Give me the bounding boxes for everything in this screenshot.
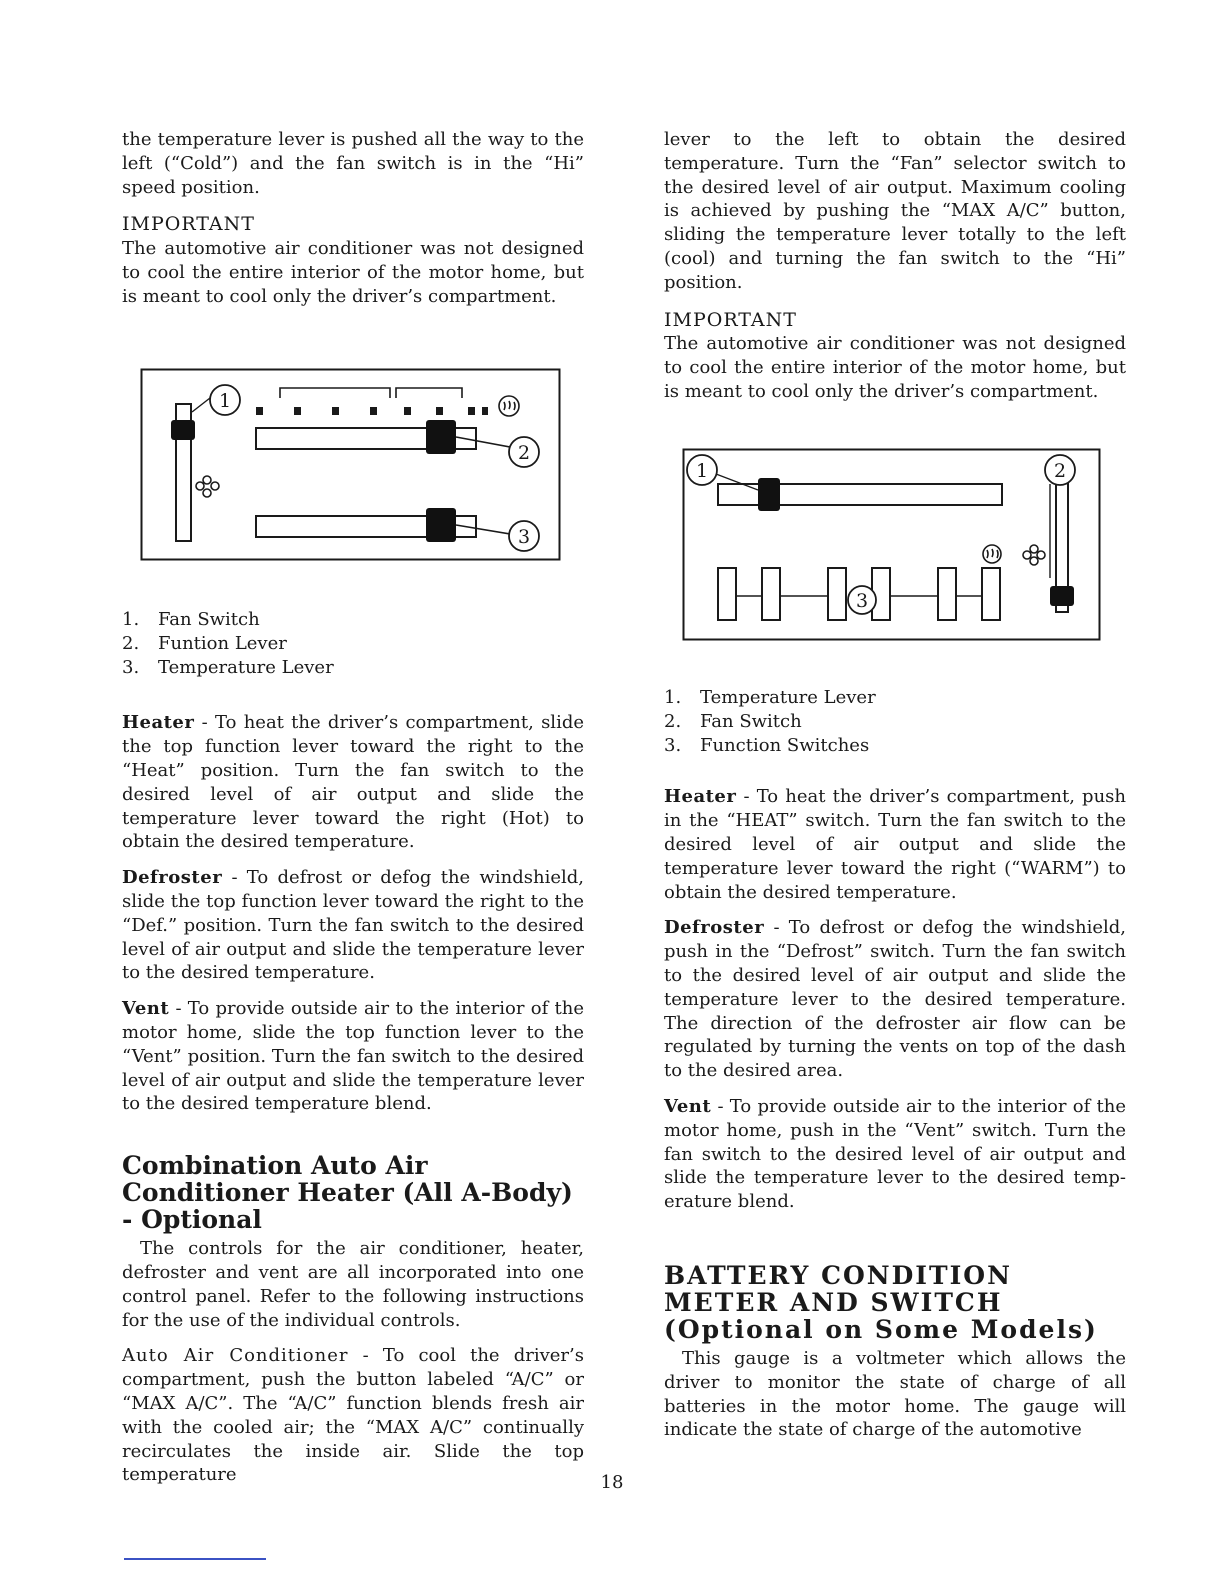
right-defroster-paragraph: Defroster - To defrost or defog the windshield, push in the “Defrost” switch. Turn the fan switch to the desired level of air output and slide the temperature lever to the desired temperature. The direction of the defroster air flow can be regulated by turning the vents on top of the dash to the desired area. [664,917,1126,1082]
left-lower-column [122,608,584,1487]
left-callout-2: 2 [517,442,531,464]
left-callout-3: 3 [517,526,531,548]
left-callout-1: 1 [218,390,232,412]
defrost-icon [983,545,1001,563]
left-important-heading: IMPORTANT [122,213,255,236]
right-section-title: BATTERY CONDITION METER AND SWITCH (Optional on Some Models) [664,1260,1098,1344]
footer-rule [124,1558,266,1560]
position-marks [256,407,488,415]
left-section-title: Combination Auto Air Conditioner Heater (All A-Body) - Optional [122,1151,573,1235]
left-heater-paragraph: Heater - To heat the driver’s compartment, slide the top function lever toward the right to the “Heat” position. Turn the fan switch to the desired level of air output and slide the temperature lever toward the right (Hot) to obtain the desired temperature. [122,712,584,853]
left-auto-ac-paragraph: Auto Air Conditioner - To cool the driver’s compartment, push the button labeled “A/C” or “MAX A/C”. The “A/C” function blends fresh air with the cooled air; the “MAX A/C” continually recirculates the inside air. Slide the top temperature [122,1345,584,1486]
left-intro-paragraph: the temperature lever is pushed all the way to the left (“Cold”) and the fan switch is in the “Hi” speed position. [122,129,584,198]
right-control-panel-diagram [682,448,1102,642]
left-section-intro: The controls for the air conditioner, heater, defroster and vent are all incorporated into one control panel. Refer to the following instructions for the use of the individual controls. [122,1238,584,1331]
page-number: 18 [600,1472,624,1493]
right-callout-1: 1 [695,460,709,482]
right-important-heading: IMPORTANT [664,308,797,331]
right-column [664,128,1126,404]
fan-icon [196,476,219,497]
right-lower-column [664,686,1126,1442]
legend-item: 3. Temperature Lever [122,656,334,678]
left-defroster-paragraph: Defroster - To defrost or defog the windshield, slide the top function lever toward the right to the “Def.” position. Turn the fan switch to the desired level of air output and slide the temperature lever to the desired temperature. [122,867,584,984]
right-heater-paragraph: Heater - To heat the driver’s compartment, push in the “HEAT” switch. Turn the fan switch to the desired level of air output and slide the temperature lever toward the right (“WARM”) to obtain the desired temperature. [664,786,1126,903]
left-column [122,128,584,309]
legend-item: 1. Fan Switch [122,609,260,630]
right-intro-paragraph: lever to the left to obtain the desired temperature. Turn the “Fan” selector switch to the desired level of air output. Maximum cooling is achieved by pushing the “MAX A/C” button, sliding the temperature lever totally to the left (cool) and turning the fan switch to the “Hi” position. [664,129,1126,293]
left-vent-paragraph: Vent - To provide outside air to the interior of the motor home, slide the top function lever to the “Vent” position. Turn the fan switch to the desired level of air output and slide the temperature lever to the desired temperature blend. [122,998,584,1115]
fan-icon [1023,545,1045,565]
left-important-text: The automotive air conditioner was not designed to cool the entire interior of the motor home, but is meant to cool only the driver’s compartment. [122,238,584,307]
left-control-panel-diagram [140,368,562,562]
right-callout-2: 2 [1053,460,1067,482]
right-callout-3: 3 [855,590,869,612]
right-legend [664,686,1126,757]
legend-item: 3. Function Switches [664,734,870,756]
defrost-icon [499,396,519,416]
legend-item: 2. Funtion Lever [122,632,287,654]
left-legend [122,608,584,679]
legend-item: 1. Temperature Lever [664,687,876,708]
right-vent-paragraph: Vent - To provide outside air to the interior of the motor home, push in the “Vent” switch. Turn the fan switch to the desired level of air output and slide the temperature lever to the desired temp- erature blend. [664,1095,1126,1213]
right-section-intro: This gauge is a voltmeter which allows the driver to monitor the state of charge of all batteries in the motor home. The gauge will indicate the state of charge of the automotive [664,1347,1126,1441]
legend-item: 2. Fan Switch [664,710,802,732]
right-important-text: The automotive air conditioner was not designed to cool the entire interior of the motor home, but is meant to cool only the driver’s compartment. [664,333,1126,402]
